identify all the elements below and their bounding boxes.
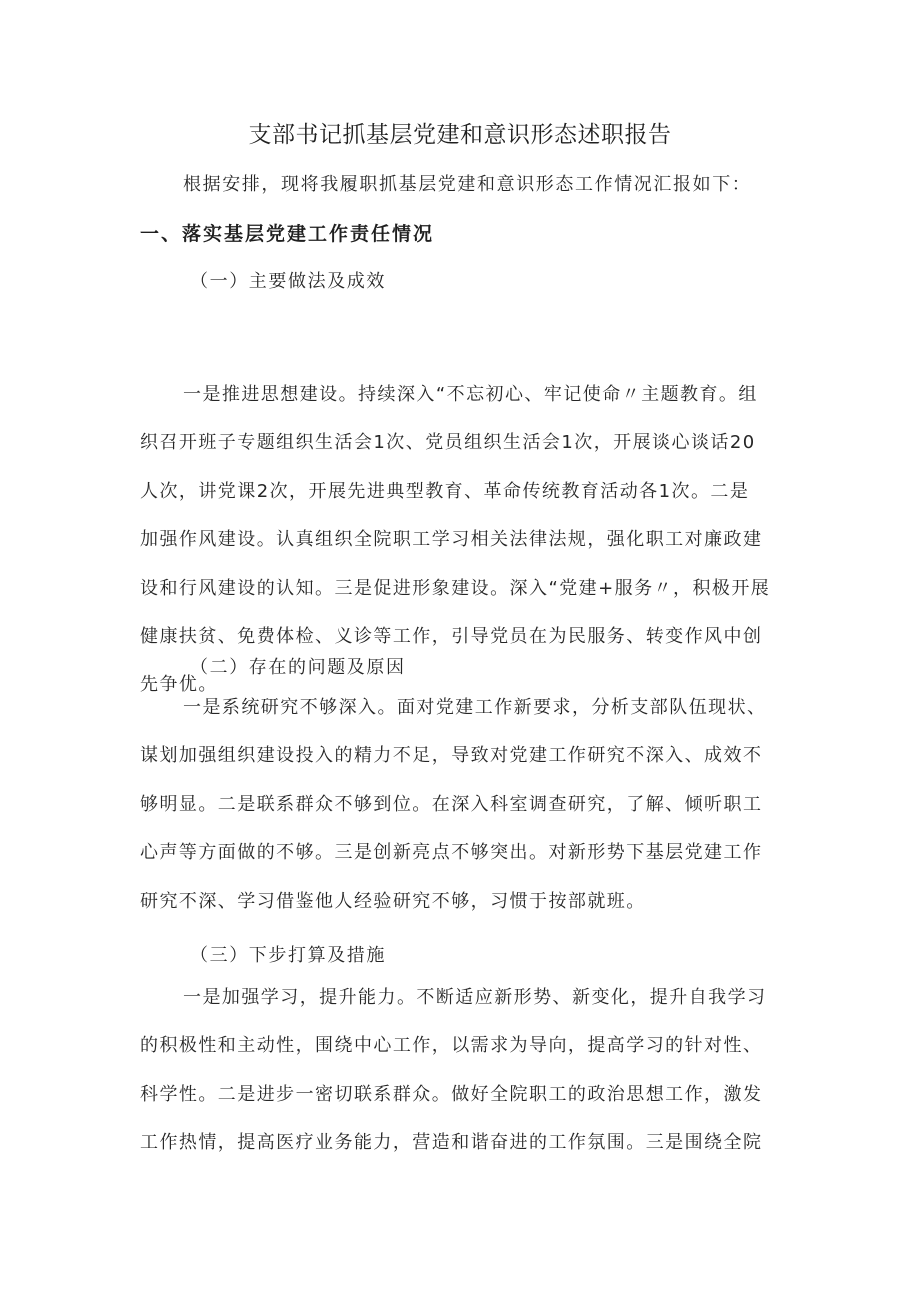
subsection-body-2 [140,684,800,926]
text-line: 健康扶贫、免费体检、义诊等工作，引导党员在为民服务、转变作风中创 [140,626,763,648]
text-line: 一是加强学习，提升能力。不断适应新形势、新变化，提升自我学习 [183,987,767,1008]
text-line: 科学性。二是进步一密切联系群众。做好全院职工的政治思想工作，激发 [140,1083,763,1105]
text-line: 一是系统研究不够深入。面对党建工作新要求，分析支部队伍现状、 [183,697,767,718]
text-line: 加强作风建设。认真组织全院职工学习相关法律法规，强化职工对廉政建 [140,529,763,551]
text-line: 先争优。 [140,674,218,696]
section-heading-1: 一、落实基层党建工作责任情况 [140,223,435,245]
document-title: 支部书记抓基层党建和意识形态述职报告 [248,122,672,148]
subsection-body-3 [140,974,800,1168]
text-line: 工作热情，提高医疗业务能力，营造和谐奋进的工作氛围。三是围绕全院 [140,1132,763,1154]
text-line: 织召开班子专题组织生活会1次、党员组织生活会1次，开展谈心谈话20 [140,432,756,454]
subsection-heading-2: （二）存在的问题及原因 [190,657,406,678]
subsection-heading-3: （三）下步打算及措施 [190,945,386,966]
subsection-heading-1: （一）主要做法及成效 [190,271,386,292]
text-line: 够明显。二是联系群众不够到位。在深入科室调查研究，了解、倾听职工 [140,793,763,815]
text-line: 谋划加强组织建设投入的精力不足，导致对党建工作研究不深入、成效不 [140,745,763,767]
text-line: 的积极性和主动性，围绕中心工作，以需求为导向，提高学习的针对性、 [140,1035,763,1057]
text-line: 一是推进思想建设。持续深入“不忘初心、牢记使命〃主题教育。组 [183,384,758,405]
intro-paragraph: 根据安排，现将我履职抓基层党建和意识形态工作情况汇报如下： [183,174,752,195]
text-line: 心声等方面做的不够。三是创新亮点不够突出。对新形势下基层党建工作 [140,842,763,864]
text-line: 研究不深、学习借鉴他人经验研究不够，习惯于按部就班。 [140,890,646,912]
text-line: 设和行风建设的认知。三是促进形象建设。深入“党建+服务〃，积极开展 [140,577,771,599]
text-line: 人次，讲党课2次，开展先进典型教育、革命传统教育活动各1次。二是 [140,480,750,502]
